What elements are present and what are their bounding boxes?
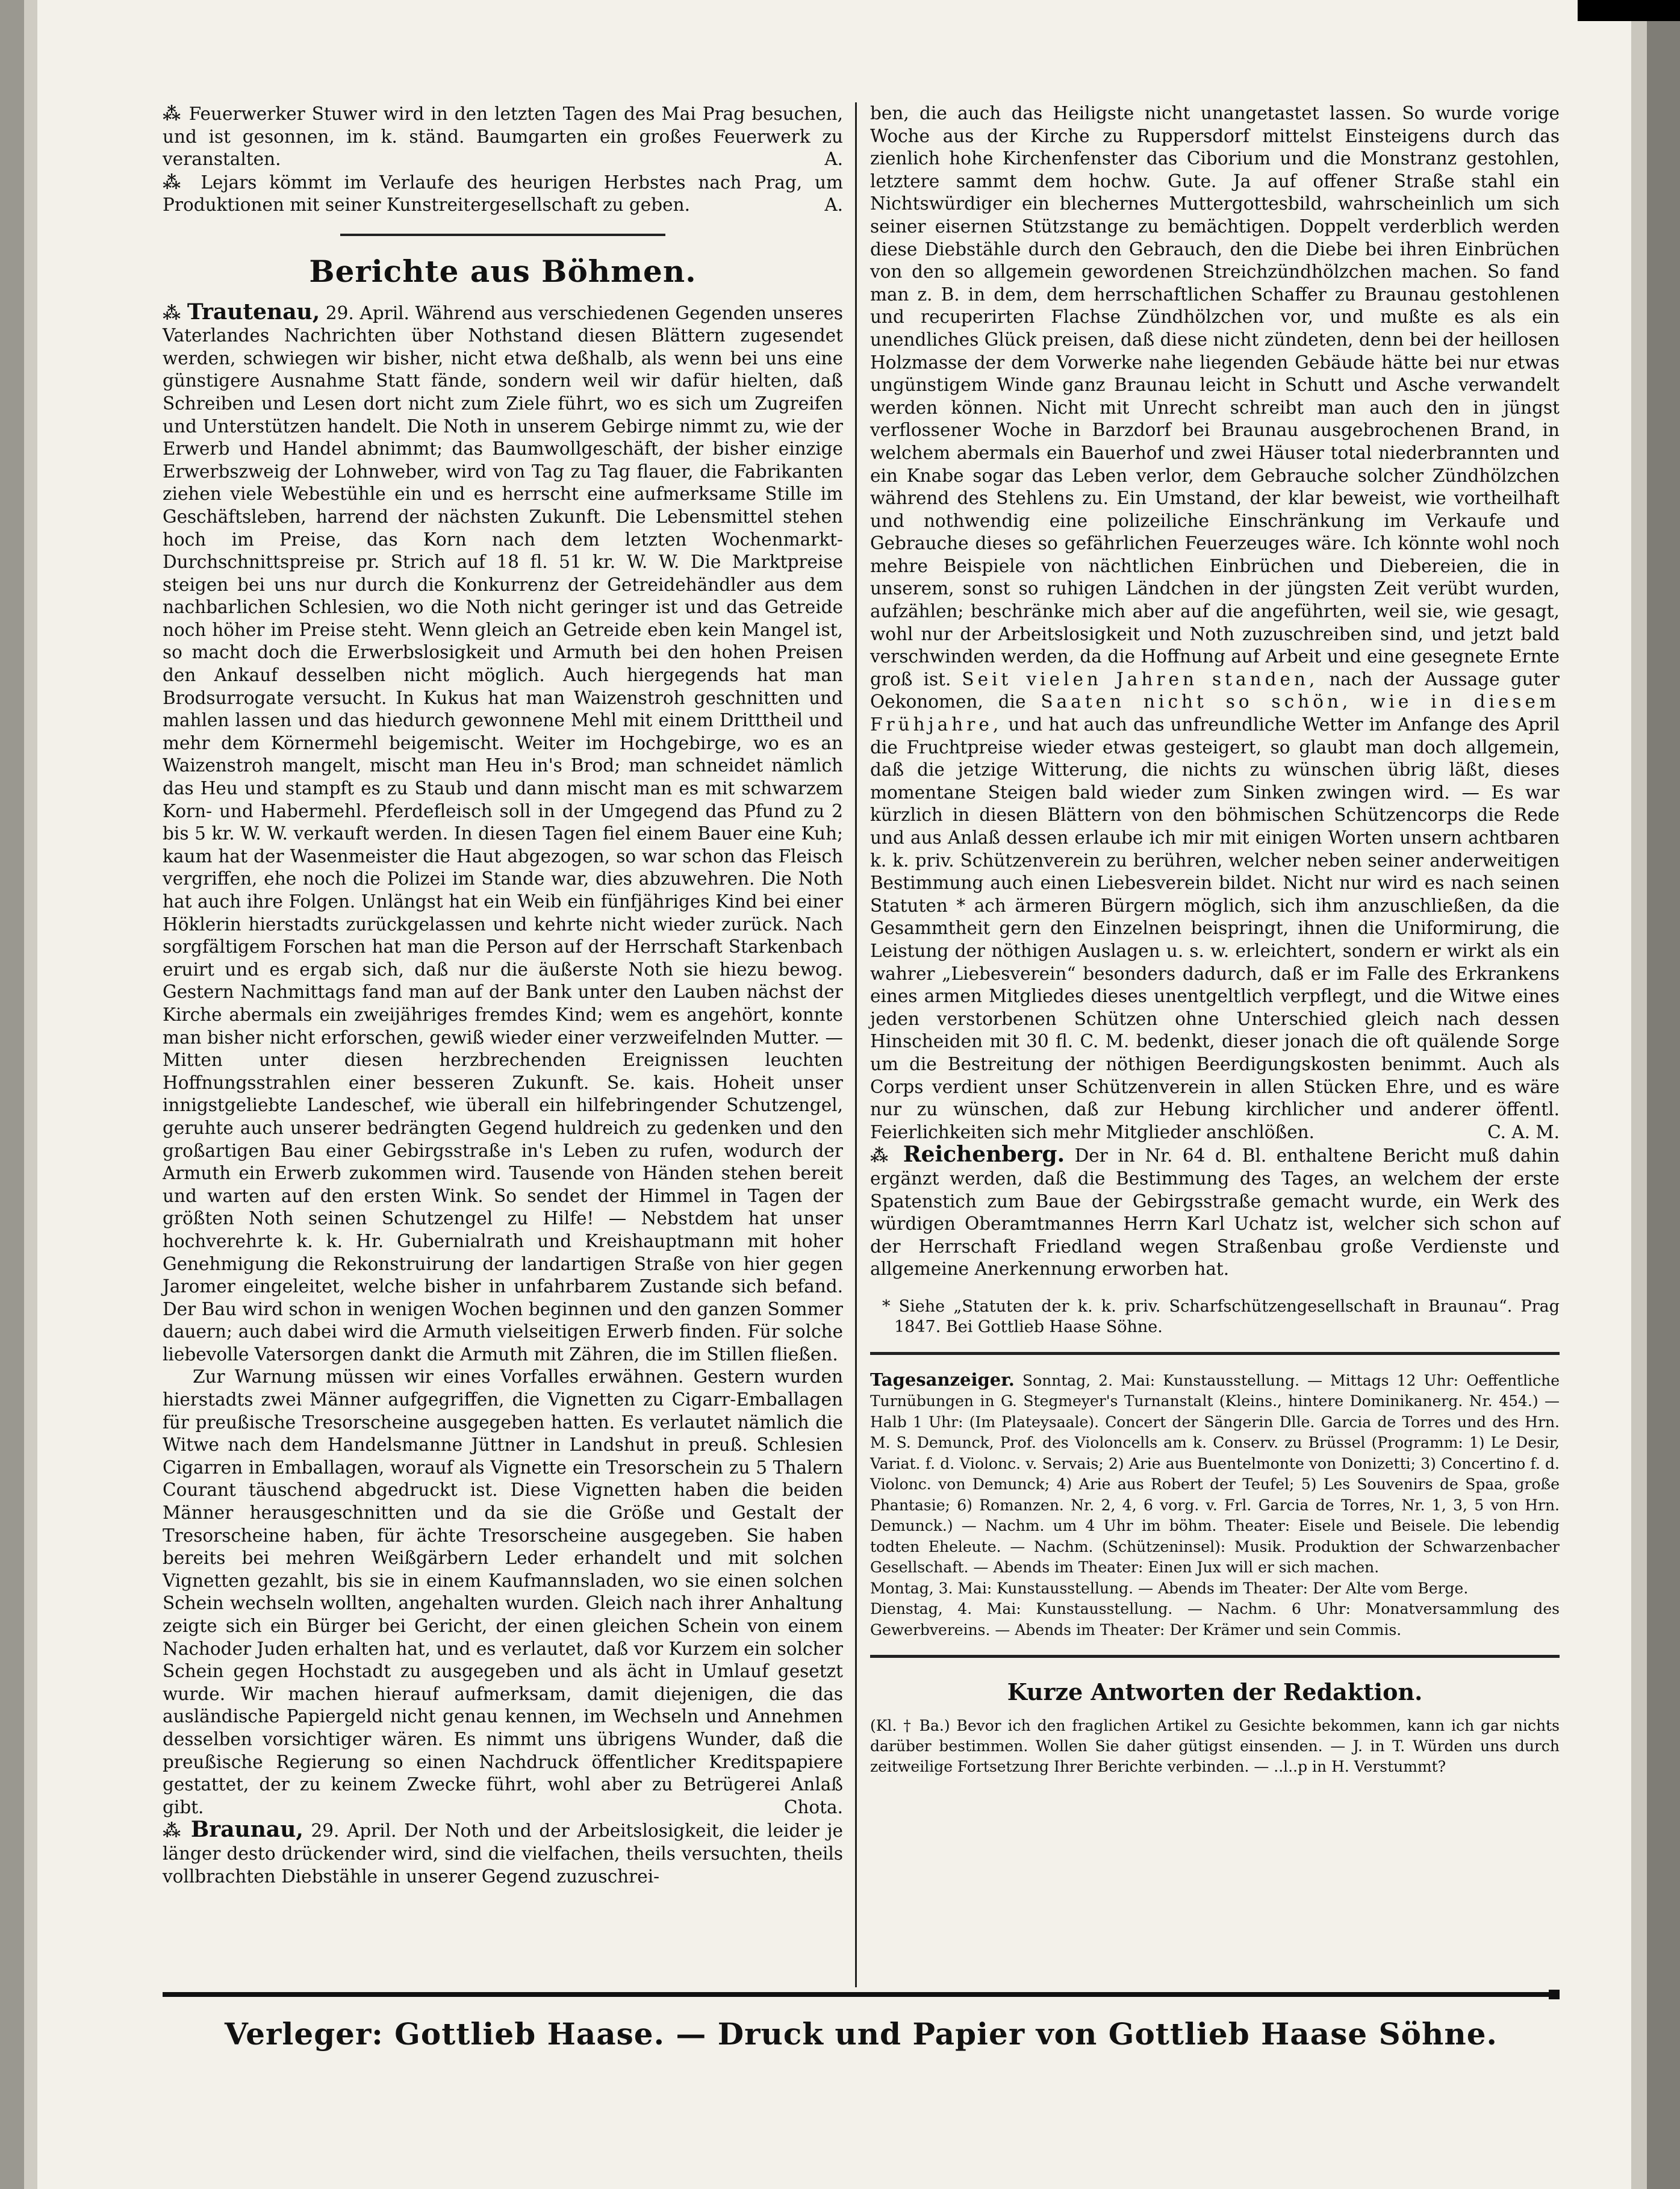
article-warning: Zur Warnung müssen wir eines Vorfalles erwähnen. Gestern wurden hierstadts zwei Männer aufgegriffen, die Vignetten zu Cigarr-Emballagen für preußische Tresorscheine ausgegeben hatten. Es verlautet nämlich die Witwe nach dem Handelsmanne Jüttner in Landshut in preuß. Schlesien Cigarren in Emballagen, worauf als Vignette ein Tresorschein zu 5 Thalern Courant täuschend abgedruckt ist. Diese Vignetten haben die beiden Männer herausgeschnitten und da sie die Größe und Gestalt der Tresorscheine haben, für ächte Tresorscheine ausgegeben. Sie haben bereits bei mehren Weißgärbern Leder erhandelt und mit solchen Vignetten gezahlt, bis sie in einem Kaufmannsladen, wo sie einen solchen Schein wechseln wollten, angehalten wurden. Gleich nach ihrer Anhaltung zeigte sich ein Bürger bei Gericht, der einen gleichen Schein von einem Nachoder Juden erhalten hat, und es verlautet, daß vor Kurzem ein solcher Schein gegen Hochstadt zu ausgegeben und als ächt in Umlauf gesetzt wurde. Wir machen hierauf aufmerksam, damit diejenigen, die das ausländische Papiergeld nicht genau kennen, im Wechseln und Annehmen desselben vorsichtiger wären. Es nimmt uns übrigens Wunder, daß die preußische Regierung so einen Nachdruck öffentlicher Kreditspapiere gestattet, der zu keinem Zwecke führt, wohl aber zu Betrügerei Anlaß gibt. Chota. [163, 1366, 843, 1819]
article-signature: C. A. M. [1487, 1121, 1560, 1142]
article-braunau-continued: ben, die auch das Heiligste nicht unangetastet lassen. So wurde vorige Woche aus der Kirche zu Ruppersdorf mittelst Einsteigens durch das zienlich hohe Kirchenfenster das Ciborium und die Monstranz gestohlen, letztere sammt dem hochw. Gute. Ja auf offener Straße stahl ein Nichtswürdiger ein blechernes Muttergottesbild, wahrscheinlich um sich seiner eisernen Stützstange zu bemächtigen. Doppelt verderblich werden diese Diebstähle durch den Gebrauch, den die Diebe bei ihren Einbrüchen von den so allgemein gewordenen Streichzündhölzchen machen. So fand man z. B. in dem, dem herrschaftlichen Schaffer zu Braunau gestohlenen und recuperirten Flachse Zündhölzchen vor, und mußte es als ein unendliches Glück preisen, daß diese nicht zündeten, denn bei der heillosen Holzmasse der dem Vorwerke nahe liegenden Gebäude hätte bei nur etwas ungünstigem Winde ganz Braunau leicht in Schutt und Asche verwandelt werden können. Nicht mit Unrecht schreibt man auch den in jüngst verflossener Woche in Barzdorf bei Braunau ausgebrochenen Brand, in welchem abermals ein Bauerhof und zwei Häuser total niederbrannten und ein Knabe sogar das Leben verlor, dem Gebrauche solcher Zündhölzchen während des Stehlens zu. Ein Umstand, der klar beweist, wie vortheilhaft und nothwendig eine polizeiliche Einschränkung im Verkaufe und Gebrauche dieses so gefährlichen Feuerzeuges wäre. Ich könnte wohl noch mehre Beispiele von nächtlichen Einbrüchen und Diebereien, die in unserem, sonst so ruhigen Ländchen in der jüngsten Zeit verübt wurden, aufzählen; beschränke mich aber auf die angeführten, weil sie, wie gesagt, wohl nur der Arbeitslosigkeit und Noth zuzuschreiben sind, und jetzt bald verschwinden werden, da die Hoffnung auf Arbeit und eine gesegnete Ernte groß ist. Seit vielen Jahren standen, nach der Aussage guter Oekonomen, die Saaten nicht so schön, wie in diesem Frühjahre, und hat auch das unfreundliche Wetter im Anfange des April die Fruchtpreise wieder etwas gesteigert, so glaubt man doch allgemein, daß die jetzige Witterung, die nichts zu wünschen übrig läßt, dieses momentane Steigen bald wieder zum Sinken zwingen wird. — Es war kürzlich in diesen Blättern von den böhmischen Schützencorps die Rede und aus Anlaß dessen erlaube ich mir mit einigen Worten unsern achtbaren k. k. priv. Schützenverein zu berühren, welcher neben seiner anderweitigen Bestimmung auch einen Liebesverein bildet. Nicht nur wird es nach seinen Statuten * ach ärmeren Bürgern möglich, sich ihm anzuschließen, da die Gesammtheit gern den Einzelnen beispringt, ihnen die Uniformirung, die Leistung der nöthigen Auslagen u. s. w. erleichtert, sondern er wirkt als ein wahrer „Liebesverein“ besonders dadurch, daß er im Falle des Erkrankens eines armen Mitgliedes dieses unentgeltlich verpflegt, und die Witwe eines jeden verstorbenen Schützen ohne Unterschied gleich nach dessen Hinscheiden mit 30 fl. C. M. bedenkt, dieser jonach die oft quälende Sorge um die Bestreitung der nöthigen Beerdigungskosten benimmt. Auch als Corps verdient unser Schützenverein in allen Stücken Ehre, und es wäre nur zu wünschen, daß zur Hebung kirchlicher und anderer öffentl. Feierlichkeiten sich mehr Mitglieder anschlößen. C. A. M. [870, 102, 1560, 1144]
asterism-icon: ⁂ [870, 1145, 903, 1166]
footnote: * Siehe „Statuten der k. k. priv. Scharfschützengesellschaft in Braunau“. Prag 1847. Bei Gottlieb Haase Söhne. [882, 1297, 1560, 1336]
newspaper-page [163, 102, 1560, 2052]
notice-signature: A. [824, 149, 843, 170]
left-column [163, 102, 843, 1888]
asterism-icon: ⁂ [163, 1820, 191, 1842]
divider [870, 1655, 1560, 1658]
notice-feuerwerker: ⁂ Feuerwerker Stuwer wird in den letzten Tagen des Mai Prag besuchen, und ist gesonnen, im k. ständ. Baumgarten ein großes Feuerwerk zu veranstalten. A. [163, 102, 843, 171]
notice-signature: A. [824, 195, 843, 216]
scan-edge-right [1647, 0, 1680, 2189]
tagesanzeiger-sonntag: Tagesanzeiger. Sonntag, 2. Mai: Kunstausstellung. — Mittags 12 Uhr: Oeffentliche Turnübungen in G. Stegmeyer's Turnanstalt (Kleins., hintere Dominikanerg. Nr. 454.) — Halb 1 Uhr: (Im Plateysaale). Concert der Sängerin Dlle. Garcia de Torres und des Hrn. M. S. Demunck, Prof. des Violoncells am k. Conserv. zu Brüssel (Programm: 1) Le Desir, Variat. f. d. Violonc. v. Servais; 2) Arie aus Buentelmonte von Donizetti; 3) Concertino f. d. Violonc. von Demunck; 4) Arie aus Robert der Teufel; 5) Les Souvenirs de Spaa, große Phantasie; 6) Romanzen. Nr. 2, 4, 6 vorg. v. Frl. Garcia de Torres, Nr. 1, 3, 5 von Hrn. Demunck.) — Nachm. um 4 Uhr im böhm. Theater: Eisele und Beisele. Die lebendig todten Eheleute. — Nachm. (Schützeninsel): Musik. Produktion der Schwarzenbacher Gesellschaft. — Abends im Theater: Einen Jux will er sich machen. [870, 1369, 1560, 1577]
section-heading: Berichte aus Böhmen. [309, 253, 697, 289]
column-rule [855, 102, 857, 1987]
dateline-place: Reichenberg. [903, 1142, 1065, 1168]
bottom-rule [163, 1992, 1560, 1997]
article-reichenberg: ⁂ Reichenberg. Der in Nr. 64 d. Bl. enthaltene Bericht muß dahin ergänzt werden, daß die Bestimmung des Tages, an welchem der erste Spatenstich zum Baue der Gebirgsstraße gemacht wurde, ein Werk des würdigen Oberamtmannes Herrn Karl Uchatz ist, welcher sich schon auf der Herrschaft Friedland wegen Straßenbau große Verdienste und allgemeine Anerkennung erworben hat. [870, 1142, 1560, 1280]
dateline-place: Trautenau, [187, 299, 320, 325]
asterism-icon: ⁂ [163, 103, 189, 124]
scan-edge-left-inner [24, 0, 37, 2189]
asterism-icon: ⁂ [163, 171, 201, 193]
tagesanzeiger-dienstag: Dienstag, 4. Mai: Kunstausstellung. — Nachm. 6 Uhr: Monatversammlung des Gewerbvereins. — Abends im Theater: Der Krämer und sein Commis. [870, 1600, 1560, 1639]
right-column [870, 102, 1560, 1777]
article-signature: Chota. [783, 1796, 843, 1817]
tagesanzeiger-montag: Montag, 3. Mai: Kunstausstellung. — Abends im Theater: Der Alte vom Berge. [870, 1579, 1469, 1597]
scan-corner [1578, 0, 1680, 21]
dateline-place: Braunau, [190, 1817, 303, 1843]
article-braunau: ⁂ Braunau, 29. April. Der Noth und der Arbeitslosigkeit, die leider je länger desto drückender wird, sind die vielfachen, theils versuchten, theils vollbrachten Diebstähle in unserer Gegend zuzuschrei- [163, 1817, 843, 1887]
divider [870, 1352, 1560, 1355]
tagesanzeiger-title: Tagesanzeiger. [870, 1369, 1015, 1390]
imprint: Verleger: Gottlieb Haase. — Druck und Papier von Gottlieb Haase Söhne. [225, 2016, 1498, 2052]
scan-edge-right-inner [1631, 0, 1647, 2189]
kurze-antworten-text: (Kl. † Ba.) Bevor ich den fraglichen Artikel zu Gesichte bekommen, kann ich gar nichts darüber bestimmen. Wollen Sie daher gütigst einsenden. — J. in T. Würden uns durch zeitweilige Fortsetzung Ihrer Berichte verbinden. — ..l..p in H. Verstummt? [870, 1716, 1560, 1775]
article-trautenau: ⁂ Trautenau, 29. April. Während aus verschiedenen Gegenden unseres Vaterlandes Nachrichten über Nothstand diesen Blättern zugesendet werden, schwiegen wir bisher, nicht etwa deßhalb, als wenn bei uns eine günstigere Ausnahme Statt fände, sondern weil wir dafür hielten, daß Schreiben und Lesen dort nicht zum Ziele führt, wo es sich um Zugreifen und Unterstützen handelt. Die Noth in unserem Gebirge nimmt zu, wie der Erwerb und Handel abnimmt; das Baumwollgeschäft, der bisher einzige Erwerbszweig der Lohnweber, wird von Tag zu Tag flauer, die Fabrikanten ziehen viele Webestühle ein und es herrscht eine aufmerksame Stille im Geschäftsleben, harrend der nächsten Zukunft. Die Lebensmittel stehen hoch im Preise, das Korn nach dem letzten Wochenmarkt-Durchschnittspreise pr. Strich auf 18 fl. 51 kr. W. W. Die Marktpreise steigen bei uns nur durch die Konkurrenz der Getreidehändler aus dem nachbarlichen Schlesien, wo die Noth nicht geringer ist und das Getreide noch höher im Preise steht. Wenn gleich an Getreide eben kein Mangel ist, so macht doch die Erwerbslosigkeit und Armuth bei den hohen Preisen den Ankauf desselben nicht möglich. Auch hiergegends hat man Brodsurrogate versucht. In Kukus hat man Waizenstroh geschnitten und mahlen lassen und das hiedurch gewonnene Mehl mit einem Dritttheil und mehr dem Körnermehl beigemischt. Weiter im Hochgebirge, wo es an Waizenstroh mangelt, mischt man Heu in's Brod; man schneidet nämlich das Heu und stampft es zu Staub und dann mischt man es mit schwarzem Korn- und Habermehl. Pferdefleisch soll in der Umgegend das Pfund zu 2 bis 5 kr. W. W. verkauft werden. In diesen Tagen fiel einem Bauer eine Kuh; kaum hat der Wasenmeister die Haut abgezogen, so war schon das Fleisch vergriffen, ehe noch die Polizei im Stande war, dies abzuwehren. Die Noth hat auch ihre Folgen. Unlängst hat ein Weib ein fünfjähriges Kind bei einer Höklerin hierstadts zurückgelassen und kehrte nicht wieder zurück. Nach sorgfältigem Forschen hat man die Person auf der Herrschaft Starkenbach eruirt und es ergab sich, daß nur die äußerste Noth sie hiezu bewog. Gestern Nachmittags fand man auf der Bank unter den Lauben nächst der Kirche abermals ein zweijähriges fremdes Kind; wem es angehört, konnte man bisher nicht erforschen, gewiß wieder einer verzweifelnden Mutter. — Mitten unter diesen herzbrechenden Ereignissen leuchten Hoffnungsstrahlen einer besseren Zukunft. Se. kais. Hoheit unser innigstgeliebte Landeschef, wie überall ein hilfebringender Schutzengel, geruhte auch unserer bedrängten Gegend huldreich zu gedenken und den großartigen Bau einer Gebirgsstraße in's Leben zu rufen, wodurch der Armuth ein Erwerb zukommen wird. Tausende von Händen stehen bereit und warten auf den ersten Wink. So sendet der Himmel in Tagen der größten Noth seinen Schutzengel zu Hilfe! — Nebstdem hat unser hochverehrte k. k. Hr. Gubernialrath und Kreishauptmann mit hoher Genehmigung die Rekonstruirung der landartigen Straße von hier gegen Jaromer eingeleitet, welche bisher in unfahrbarem Zustande sich befand. Der Bau wird schon in wenigen Wochen beginnen und den ganzen Sommer dauern; auch dabei wird die Armuth vielseitigen Erwerb finden. Für solche liebevolle Vatersorgen dankt die Armuth mit Zähren, die im Stillen fließen. [163, 299, 843, 1365]
asterism-icon: ⁂ [163, 302, 187, 323]
divider [340, 234, 665, 236]
kurze-antworten-heading: Kurze Antworten der Redaktion. [1007, 1678, 1423, 1706]
bottom-rule-end [1549, 1990, 1560, 1999]
notice-lejars: ⁂ Lejars kömmt im Verlaufe des heurigen Herbstes nach Prag, um Produktionen mit seiner Kunstreitergesellschaft zu geben. A. [163, 171, 843, 217]
scan-edge-left [0, 0, 24, 2189]
